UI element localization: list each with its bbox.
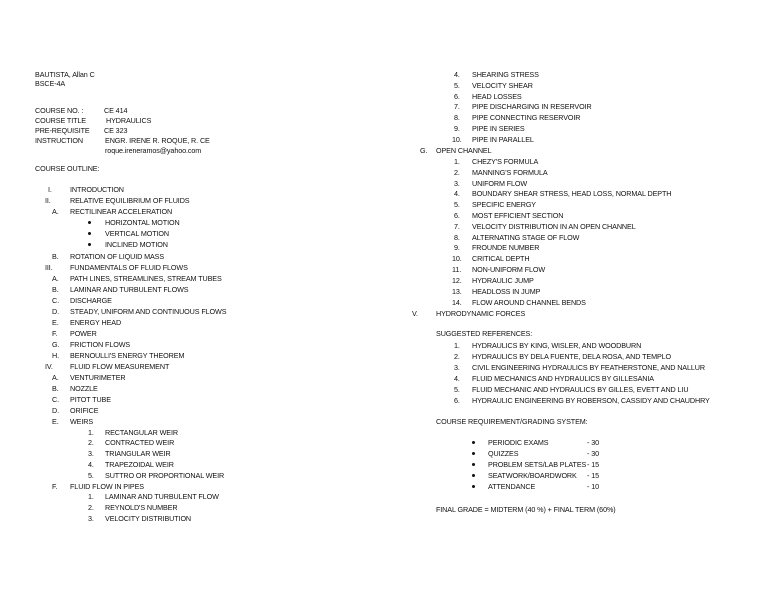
grading-item-name: PERIODIC EXAMS: [488, 438, 549, 447]
outline-marker: 6.: [454, 211, 460, 220]
reference-item: HYDRAULICS BY DELA FUENTE, DELA ROSA, AND TEMPLO: [472, 352, 672, 361]
instructor-value: ENGR. IRENE R. ROQUE, R. CE: [105, 136, 210, 145]
outline-item: INCLINED MOTION: [105, 240, 168, 249]
outline-item: CHEZY'S FORMULA: [472, 157, 539, 166]
outline-item: ENERGY HEAD: [70, 318, 122, 327]
course-no-label: COURSE NO. :: [35, 106, 84, 115]
outline-item: DISCHARGE: [70, 296, 112, 305]
outline-marker: 3.: [88, 449, 94, 458]
outline-item: TRAPEZOIDAL WEIR: [105, 460, 174, 469]
prerequisite-label: PRE-REQUISITE: [35, 126, 90, 135]
outline-marker: C.: [52, 395, 59, 404]
outline-marker: C.: [52, 296, 59, 305]
outline-marker: 13.: [452, 287, 462, 296]
bullet-icon: [472, 463, 475, 466]
outline-marker: 1.: [88, 492, 94, 501]
outline-marker: 4.: [454, 70, 460, 79]
outline-marker: B.: [52, 285, 59, 294]
outline-item: REYNOLD'S NUMBER: [105, 503, 178, 512]
student-name: BAUTISTA, Allan C: [35, 70, 95, 79]
outline-item: FROUNDE NUMBER: [472, 243, 540, 252]
outline-item: FRICTION FLOWS: [70, 340, 131, 349]
grading-item-name: SEATWORK/BOARDWORK: [488, 471, 577, 480]
course-title-label: COURSE TITLE: [35, 116, 86, 125]
outline-marker: 4.: [454, 189, 460, 198]
reference-number: 3.: [454, 363, 460, 372]
outline-item: VENTURIMETER: [70, 373, 126, 382]
grading-item-weight: - 10: [587, 482, 599, 491]
outline-item: HYDRAULIC JUMP: [472, 276, 534, 285]
outline-marker: F.: [52, 482, 58, 491]
grading-item-weight: - 15: [587, 471, 599, 480]
reference-item: FLUID MECHANICS AND HYDRAULICS BY GILLESANIA: [472, 374, 654, 383]
outline-item: TRIANGULAR WEIR: [105, 449, 171, 458]
outline-marker: A.: [52, 274, 59, 283]
outline-item: HORIZONTAL MOTION: [105, 218, 180, 227]
grading-item-weight: - 15: [587, 460, 599, 469]
outline-item: WEIRS: [70, 417, 94, 426]
reference-number: 4.: [454, 374, 460, 383]
outline-item: HEADLOSS IN JUMP: [472, 287, 541, 296]
grading-item-name: ATTENDANCE: [488, 482, 536, 491]
outline-item: LAMINAR AND TURBULENT FLOWS: [70, 285, 189, 294]
reference-item: FLUID MECHANIC AND HYDRAULICS BY GILLES, EVETT AND LIU: [472, 385, 689, 394]
outline-item: HEAD LOSSES: [472, 92, 522, 101]
outline-marker: G.: [420, 146, 428, 155]
outline-marker: 5.: [454, 200, 460, 209]
outline-marker: 5.: [88, 471, 94, 480]
outline-marker: 10.: [452, 135, 462, 144]
outline-item: FLUID FLOW IN PIPES: [70, 482, 144, 491]
outline-marker: 1.: [454, 157, 460, 166]
outline-item: VELOCITY SHEAR: [472, 81, 533, 90]
outline-item: PIPE IN SERIES: [472, 124, 525, 133]
outline-marker: H.: [52, 351, 59, 360]
outline-marker: 8.: [454, 233, 460, 242]
outline-item: PATH LINES, STREAMLINES, STREAM TUBES: [70, 274, 222, 283]
bullet-icon: [88, 221, 91, 224]
outline-marker: 4.: [88, 460, 94, 469]
outline-marker: 14.: [452, 298, 462, 307]
bullet-icon: [472, 452, 475, 455]
outline-marker: 11.: [452, 265, 462, 274]
outline-item: MANNING'S FORMULA: [472, 168, 548, 177]
outline-marker: 10.: [452, 254, 462, 263]
outline-marker: 7.: [454, 102, 460, 111]
outline-marker: 5.: [454, 81, 460, 90]
outline-marker: 2.: [88, 438, 94, 447]
grading-item-weight: - 30: [587, 449, 599, 458]
outline-item: PIPE IN PARALLEL: [472, 135, 534, 144]
references-title: SUGGESTED REFERENCES:: [436, 329, 533, 338]
outline-item: UNIFORM FLOW: [472, 179, 528, 188]
outline-item: INTRODUCTION: [70, 185, 124, 194]
outline-marker: F.: [52, 329, 58, 338]
outline-marker: V.: [412, 309, 418, 318]
outline-marker: 8.: [454, 113, 460, 122]
outline-item: PITOT TUBE: [70, 395, 111, 404]
outline-marker: IV.: [45, 362, 53, 371]
course-no-value: CE 414: [104, 106, 128, 115]
bullet-icon: [88, 243, 91, 246]
outline-item: CONTRACTED WEIR: [105, 438, 175, 447]
outline-item: PIPE DISCHARGING IN RESERVOIR: [472, 102, 592, 111]
outline-marker: B.: [52, 384, 59, 393]
outline-item: NOZZLE: [70, 384, 98, 393]
grading-item-weight: - 30: [587, 438, 599, 447]
grading-title: COURSE REQUIREMENT/GRADING SYSTEM:: [436, 417, 588, 426]
outline-item: POWER: [70, 329, 97, 338]
reference-number: 5.: [454, 385, 460, 394]
outline-item: FLOW AROUND CHANNEL BENDS: [472, 298, 586, 307]
outline-title: COURSE OUTLINE:: [35, 164, 100, 173]
outline-marker: E.: [52, 318, 59, 327]
outline-marker: 9.: [454, 124, 460, 133]
bullet-icon: [88, 232, 91, 235]
outline-item: OPEN CHANNEL: [436, 146, 492, 155]
outline-item: NON-UNIFORM FLOW: [472, 265, 546, 274]
outline-item: RELATIVE EQUILIBRIUM OF FLUIDS: [70, 196, 190, 205]
outline-item: PIPE CONNECTING RESERVOIR: [472, 113, 581, 122]
outline-marker: II.: [45, 196, 51, 205]
outline-marker: 1.: [88, 428, 94, 437]
outline-item: VELOCITY DISTRIBUTION IN AN OPEN CHANNEL: [472, 222, 636, 231]
grading-item-name: QUIZZES: [488, 449, 519, 458]
reference-item: HYDRAULICS BY KING, WISLER, AND WOODBURN: [472, 341, 642, 350]
outline-marker: D.: [52, 406, 59, 415]
student-section: BSCE-4A: [35, 79, 66, 88]
outline-marker: 12.: [452, 276, 462, 285]
outline-item: STEADY, UNIFORM AND CONTINUOUS FLOWS: [70, 307, 227, 316]
outline-item: HYDRODYNAMIC FORCES: [436, 309, 526, 318]
outline-marker: 6.: [454, 92, 460, 101]
outline-marker: 2.: [88, 503, 94, 512]
outline-marker: A.: [52, 373, 59, 382]
outline-item: VERTICAL MOTION: [105, 229, 169, 238]
prerequisite-value: CE 323: [104, 126, 128, 135]
outline-marker: 9.: [454, 243, 460, 252]
instructor-email: roque.ireneramos@yahoo.com: [105, 146, 202, 155]
outline-marker: 3.: [88, 514, 94, 523]
outline-item: BOUNDARY SHEAR STRESS, HEAD LOSS, NORMAL DEPTH: [472, 189, 672, 198]
outline-item: SPECIFIC ENERGY: [472, 200, 536, 209]
outline-marker: 7.: [454, 222, 460, 231]
outline-item: BERNOULLI'S ENERGY THEOREM: [70, 351, 185, 360]
outline-item: ORIFICE: [70, 406, 99, 415]
outline-marker: III.: [45, 263, 53, 272]
course-title-value: HYDRAULICS: [106, 116, 152, 125]
reference-item: HYDRAULIC ENGINEERING BY ROBERSON, CASSIDY AND CHAUDHRY: [472, 396, 710, 405]
outline-item: FUNDAMENTALS OF FLUID FLOWS: [70, 263, 188, 272]
outline-marker: D.: [52, 307, 59, 316]
bullet-icon: [472, 474, 475, 477]
reference-number: 2.: [454, 352, 460, 361]
outline-marker: 3.: [454, 179, 460, 188]
outline-item: MOST EFFICIENT SECTION: [472, 211, 564, 220]
bullet-icon: [472, 485, 475, 488]
final-grade-formula: FINAL GRADE = MIDTERM (40 %) + FINAL TERM (60%): [436, 505, 616, 514]
outline-item: ROTATION OF LIQUID MASS: [70, 252, 165, 261]
reference-number: 1.: [454, 341, 460, 350]
reference-item: CIVIL ENGINEERING HYDRAULICS BY FEATHERSTONE, AND NALLUR: [472, 363, 705, 372]
outline-marker: A.: [52, 207, 59, 216]
outline-item: ALTERNATING STAGE OF FLOW: [472, 233, 580, 242]
outline-item: SUTTRO OR PROPORTIONAL WEIR: [105, 471, 225, 480]
outline-item: LAMINAR AND TURBULENT FLOW: [105, 492, 219, 501]
outline-marker: E.: [52, 417, 59, 426]
outline-item: SHEARING STRESS: [472, 70, 539, 79]
outline-marker: G.: [52, 340, 60, 349]
outline-marker: 2.: [454, 168, 460, 177]
bullet-icon: [472, 441, 475, 444]
outline-item: FLUID FLOW MEASUREMENT: [70, 362, 170, 371]
outline-item: RECTANGULAR WEIR: [105, 428, 178, 437]
outline-item: RECTILINEAR ACCELERATION: [70, 207, 173, 216]
outline-item: VELOCITY DISTRIBUTION: [105, 514, 192, 523]
outline-marker: I.: [48, 185, 52, 194]
instructor-label: INSTRUCTION: [35, 136, 84, 145]
outline-marker: B.: [52, 252, 59, 261]
outline-item: CRITICAL DEPTH: [472, 254, 530, 263]
reference-number: 6.: [454, 396, 460, 405]
grading-item-name: PROBLEM SETS/LAB PLATES: [488, 460, 587, 469]
